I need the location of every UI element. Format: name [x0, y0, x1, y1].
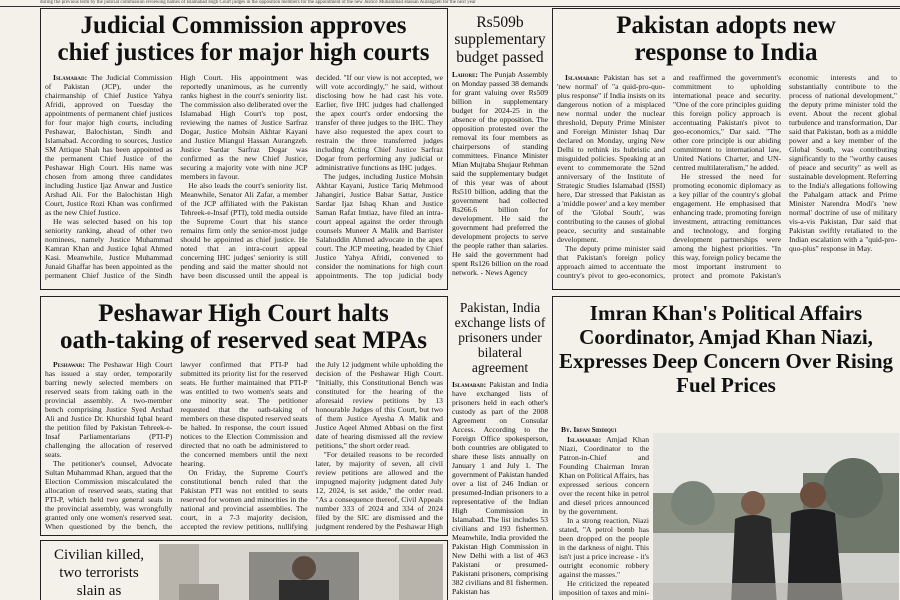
- paragraph: He was selected based on his top seniority ranking, ahead of other two nominees, namely Justice Muhammad Kamran Khan and Justice Iqbal Ahmed Kasi. Meanwhile, Justice Muhammad Junaid Ghaffar has been appointed as the permanent Chief Justice of the Sindh High Court. His appointment was reportedly unanimous, as he currently ranks highest in the court's seniority list. The commission also deliberated over the Islamabad High Court's top post, reviewing the names of Justice Sarfraz Dogar, Justice Mohsin Akhtar Kayani and Justice Miangul Hassan Aurangzeb. Justice Sardar Sarfraz Dogar was confirmed as the new Chief Justice, securing a majority vote with nine JCP members in favour.: [45, 73, 308, 280]
- dateline: Lahore:: [452, 70, 478, 80]
- paragraph: He also leads the court's seniority list. Meanwhile, Senator Ali Zafar, a member of the JCP affiliated with the Pakistan Tehreek-e-Insaf (PTI), told media outside the Supreme Court that his stance remains firm only the senior-most judge should be appointed as chief justice. He noted that an intra-court appeal concerning IHC judges' seniority is still pending and said the matter should not have been discussed until the appeal is decided. "If our view is not accepted, we will vote accordingly," he said, without disclosing how he had cast his vote. Earlier, five IHC judges had challenged the apex court's order endorsing the transfer of three judges to the IHC. They have also requested the apex court to restrain the three transferred judges including Acting Chief Justice Sarfraz Dogar from performing any judicial or administrative functions as IHC judges.: [180, 73, 443, 280]
- article-headline: Rs509b supplementary budget passed: [454, 14, 546, 66]
- paragraph: He stressed the need for promoting economic diplomacy as a key pillar of the country's global engagement. He emphasised that enhancing trade, promoting foreign investment, attracting remittances and technology, and forging development partnerships were among the highest priorities. "In this way, foreign policy became the most important instrument to protect and promote Pakistan's economic interests and to substantially contribute to the process of national development," the deputy prime minister told the event. About the recent global turbulence and transformation, Dar said that Pakistan, both as a middle power and a key member of the Global South, was contributing significantly to the "worthy causes of peace and security" as well as sustainable development. Referring to the India's allegations following the Pahalgam attack and Prime Minister Narendra Modi's 'new normal' doctrine of use of military vis-a-vis Pakistan, Dar said that Pakistan swiftly retaliated to the Indian escalation with a "quid-pro-quo-plus" response in May.: [673, 73, 897, 280]
- top-strip: [0, 0, 900, 7]
- article-fuel-prices: [552, 296, 900, 600]
- article-civilian-killed: [40, 540, 448, 600]
- article-headline: [553, 12, 899, 66]
- paragraph: The deputy prime minister said that Pakistan's foreign policy approach aimed to accentuate the country's pivot to geo-economics, and reaffirmed the government's commitment to upholding international peace and security. "One of the core principles guiding this foreign policy approach is accentuating Pakistan's pivot to geo-economics," Dar said. "The other core principle is our abiding commitment to international law, United Nations Charter, and UN-centred multilateralism," he added.: [557, 73, 781, 280]
- article-headline: [41, 12, 446, 66]
- news-photo-two-men-walking: [653, 433, 899, 600]
- paragraph: Pakistan has set a 'new normal' of "a quid-pro-quo-plus response" if India insists on its dangerous notion of a misplaced new normal under the nuclear threshold, Deputy Prime Minister and Foreign Minister Ishaq Dar declared on Monday, urging New Delhi to rethink its hubristic and misguided policies. Speaking at an event to commemorate the 52nd anniversary of the Institute of Strategic Studies Islamabad (ISSI) here, Dar stressed that Pakistan as a 'middle power' and a key member of the 'Global South', was contributing to the causes of global peace, security and sustainable development.: [557, 73, 665, 244]
- article-body: [452, 380, 548, 596]
- paragraph: He criticized the repeated imposition of taxes and mini-: [559, 579, 649, 597]
- article-peshawar-high-court: [40, 296, 448, 536]
- paragraph: "For detailed reasons to be recorded later, by majority of seven, all civil review petitions are allowed and the impugned majority judgment dated July 12, 2024, is set aside," the order read. "As a consequence thereof, Civil Appeals number 333 of 2024 and 334 of 2024 filed by the SIC are dismissed and the judgment rendered by the Peshawar High: [315, 450, 443, 531]
- top-strip-text: during the previous term by the judicial commission reviewing names of Islamabad High Court judges in the opposition members for the appointment of the new Justice Muhammad Hassan Aurangzeb for the next year: [40, 0, 476, 5]
- paragraph: The Punjab Assembly on Monday passed 38 demands for grant valuing over Rs509 billion in supplementary budget for 2024-25 in the absence of the opposition. The opposition protested over the removal its four members as chairpersons of standing committees. Finance Minister Mian Mujtaba Shujaur Rehman said the supplementary budget of this year was of about Rs510 billion, adding that the government had collected Rs266.6 billion for development. He said the government had preferred the development projects to serve the people rather than salaries. He said the government had spent Rs126 billion on the road network. - News Agency: [452, 70, 548, 278]
- article-headline: Pakistan, India exchange lists of prisoners under bilateral agreement: [454, 300, 546, 376]
- headline-line-2: chief justices for major high courts: [57, 39, 430, 66]
- paragraph: The Judicial Commission of Pakistan (JCP), under the chairmanship of Chief Justice Yahya Afridi, approved on Tuesday the appointments of permanent chief justices for four major high courts, including Peshawar, Balochistan, Sindh and Islamabad. According to sources, Justice SM Attique Shah has been appointed as the permanent Chief Justice of the Peshawar High Court. His name was chosen from among three candidates including Justice Ijaz Anwar and Justice Arshad Ali. For the Balochistan High Court, Justice Rozi Khan was confirmed as the new Chief Justice.: [45, 73, 173, 217]
- dateline: Islamabad:: [567, 435, 602, 444]
- article-body: [45, 360, 443, 532]
- dateline: Peshawar:: [53, 360, 85, 369]
- article-headline: [41, 300, 446, 354]
- paragraph: In a strong reaction, Niazi stated, "A petrol bomb has been dropped on the people in the darkness of night. This isn't just a price increase - it's outright economic robbery against the masses.": [559, 516, 649, 579]
- headline-line-2: oath-taking of reserved seat MPAs: [59, 327, 428, 354]
- paragraph: Amjad Khan Niazi, Coordinator to the Patron-in-Chief and Founding Chairman Imran Khan on Political Affairs, has expressed serious concern over the recent hike in petrol and diesel prices announced by the government.: [559, 435, 649, 516]
- article-pakistan-response: [552, 8, 900, 290]
- dateline: Islamabad:: [452, 379, 487, 389]
- byline: By. Irfan Siddiqui: [561, 425, 617, 434]
- paragraph: On Friday, the Supreme Court's constitutional bench ruled that the Pakistan PTI was not entitled to seats reserved for women and minorities in the national and provincial assemblies. The court, in a 7-3 majority decision, accepted the review petitions, nullifying the July 12 judgment while upholding the decision of the Peshawar High Court. "Initially, this Constitutional Bench was constituted for the hearing of the aforesaid review petitions by 13 honourable Judges of this Court, but two of them Justice Ayesha A Malik and Justice Aqeel Ahmed Abbasi on the first date of hearing dismissed all the review petitions," the short order read.: [180, 360, 443, 531]
- paragraph: The judges, including Justice Mohsin Akhtar Kayani, Justice Tariq Mehmood Jahangiri, Justice Babar Sattar, Justice Sardar Ijaz Ishaq Khan and Justice Saman Rafat Imtiaz, have filed an intra-court appeal against the order through counsels Muneer A Malik and Barrister Salahuddin Ahmed advocate in the apex court. The JCP meeting, headed by Chief Justice Yahya Afridi, convened to consider the nominations for high court appointments. The top judicial body: [315, 172, 443, 280]
- article-body: [452, 70, 548, 277]
- headline-line-1: Peshawar High Court halts: [98, 300, 389, 327]
- news-photo-interview: [159, 544, 443, 600]
- article-body: [45, 73, 443, 287]
- paragraph: The Peshawar High Court has issued a stay order, temporarily barring newly selected members on reserved seats from taking oath in the provincial assembly. A two-member bench comprising Justice Syed Arshad Ali and Justice Dr. Khurshid Iqbal heard the petition filed by Pakistan Tehreek-e-Insaf Parliamentarians (PTI-P) challenging the allocation of reserved seats.: [45, 360, 173, 459]
- photo-illustration: [159, 544, 443, 600]
- photo-illustration: [653, 433, 899, 600]
- headline-line-1: Pakistan adopts new: [616, 12, 836, 39]
- article-judicial-commission: [40, 8, 448, 290]
- dateline: Islamabad:: [53, 73, 88, 82]
- article-headline: Imran Khan's Political Affairs Coordinator, Amjad Khan Niazi, Expresses Deep Concern Over Rising Fuel Prices: [558, 301, 894, 397]
- headline-line-1: Judicial Commission approves: [80, 12, 407, 39]
- article-headline: Civilian killed, two terrorists slain as: [54, 547, 144, 599]
- paragraph: Pakistan and India have exchanged lists of prisoners held in each other's custody as part of the 2008 Agreement on Consular Access. According to the Foreign Office spokesperson, both countries are obligated to share these lists annually on January 1 and July 1. The government of Pakistan handed over a list of 246 Indian or presumed-Indian prisoners to a representative of the Indian High Commission in Islamabad. The list includes 53 civilians and 193 fishermen. Meanwhile, India provided the Pakistan High Commission in New Delhi with a list of 463 Pakistani or presumed-Pakistani prisoners, comprising 382 civilians and 81 fishermen. Pakistan has: [452, 379, 548, 596]
- dateline: Islamabad:: [565, 73, 600, 82]
- headline-line-2: response to India: [634, 39, 818, 66]
- article-body: [559, 435, 649, 600]
- article-body: [557, 73, 897, 287]
- article-prisoner-lists: [452, 300, 548, 600]
- article-supplementary-budget: [452, 14, 548, 290]
- paragraph: The petitioner's counsel, Advocate Sultan Muhammad Khan, argued that the Election Commission miscalculated the allocation of reserved seats, stating that PTI-P, which held two general seats in the provincial assembly, was wrongfully granted only one women's reserved seat. When questioned by the bench, the lawyer confirmed that PTI-P had submitted its priority list for the reserved seats. He further maintained that PTI-P was entitled to two women's seats and one minority seat. The petitioner requested that the oath-taking of members on these disputed reserved seats be halted. In response, the court issued notices to the Election Commission and directed that no oath be administered to the concerned members until the next hearing.: [45, 360, 308, 531]
